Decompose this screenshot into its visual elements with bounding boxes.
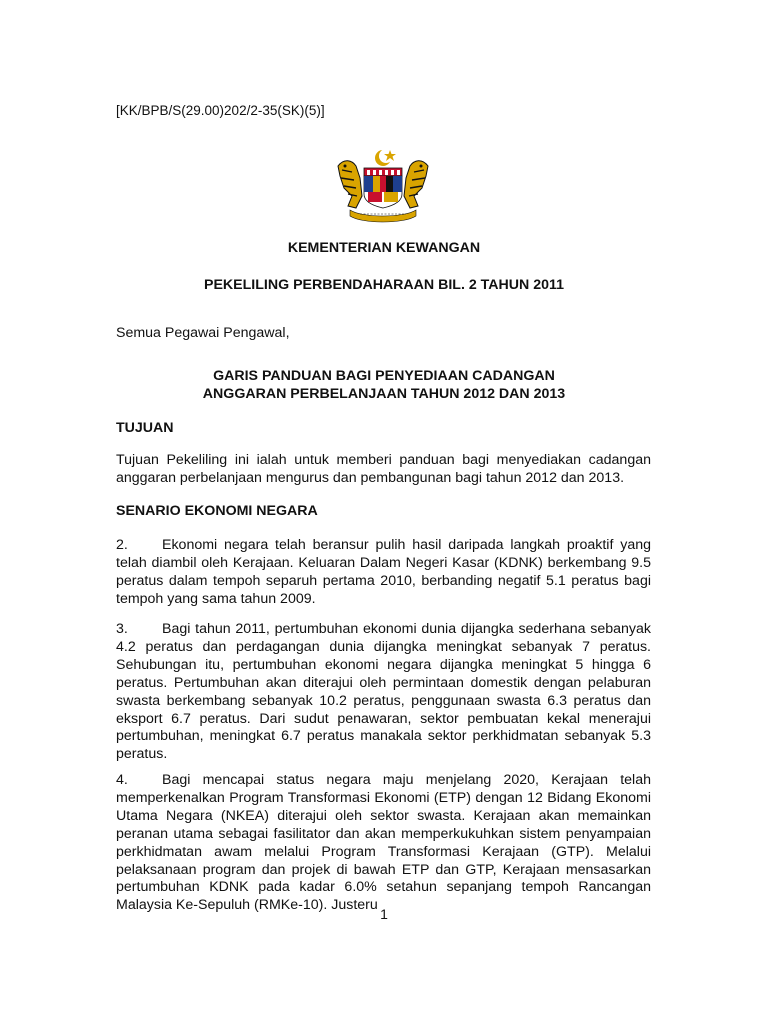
subject-heading <box>0 367 768 403</box>
ministry-heading: KEMENTERIAN KEWANGAN <box>287 240 481 256</box>
paragraph-1 <box>116 452 651 488</box>
paragraph-text: Tujuan Pekeliling ini ialah untuk memberi panduan bagi menyediakan cadangan anggaran perbelanjaan mengurus dan pembangunan bagi tahun 2012 dan 2013. <box>116 452 651 486</box>
page-number: 1 <box>380 906 388 922</box>
paragraph-3 <box>116 621 651 764</box>
salutation: Semua Pegawai Pengawal, <box>116 325 290 341</box>
section-heading-senario: SENARIO EKONOMI NEGARA <box>116 503 318 519</box>
reference-number: [KK/BPB/S(29.00)202/2-35(SK)(5)] <box>116 103 325 118</box>
paragraph-number: 4. <box>116 772 128 788</box>
paragraph-4 <box>116 772 651 915</box>
subject-line-2: ANGGARAN PERBELANJAAN TAHUN 2012 DAN 2013 <box>202 386 566 402</box>
coat-of-arms-icon <box>330 148 436 224</box>
subject-line-1: GARIS PANDUAN BAGI PENYEDIAAN CADANGAN <box>213 368 555 384</box>
paragraph-2 <box>116 537 651 609</box>
section-heading-tujuan: TUJUAN <box>116 420 174 436</box>
circular-title: PEKELILING PERBENDAHARAAN BIL. 2 TAHUN 2011 <box>204 277 564 293</box>
paragraph-number: 2. <box>116 537 128 553</box>
paragraph-text: Bagi mencapai status negara maju menjelang 2020, Kerajaan telah memperkenalkan Program Transformasi Ekonomi (ETP) dengan 12 Bidang Ekonomi Utama Negara (NKEA) diterajui oleh sektor swasta. Kerajaan akan memainkan peranan utama sebagai fasilitator dan akan memperkukuhkan sistem penyampaian perkhidmatan awam melalui Program Transformasi Kerajaan (GTP). Melalui pelaksanaan program dan projek di bawah ETP dan GTP, Kerajaan mensasarkan pertumbuhan KDNK pada kadar 6.0% setahun sepanjang tempoh Rancangan Malaysia Ke-Sepuluh (RMKe-10). Justeru <box>116 772 651 914</box>
paragraph-text: Bagi tahun 2011, pertumbuhan ekonomi dunia dijangka sederhana sebanyak 4.2 peratus dan perdagangan dunia dijangka meningkat sebanyak 7 peratus. Sehubungan itu, pertumbuhan ekonomi negara dijangka meningkat 5 hingga 6 peratus. Pertumbuhan akan diterajui oleh permintaan domestik dengan pelaburan swasta berkembang sebanyak 10.2 peratus, penggunaan swasta 6.3 peratus dan eksport 6.7 peratus. Dari sudut penawaran, sektor pembuatan kekal menerajui pertumbuhan, meningkat 6.7 peratus manakala sektor perkhidmatan sebanyak 5.3 peratus. <box>116 621 651 763</box>
paragraph-text: Ekonomi negara telah beransur pulih hasil daripada langkah proaktif yang telah diambil oleh Kerajaan. Keluaran Dalam Negeri Kasar (KDNK) berkembang 9.5 peratus dalam tempoh separuh pertama 2010, berbanding negatif 5.1 peratus bagi tempoh yang sama tahun 2009. <box>116 537 651 607</box>
paragraph-number: 3. <box>116 621 128 637</box>
